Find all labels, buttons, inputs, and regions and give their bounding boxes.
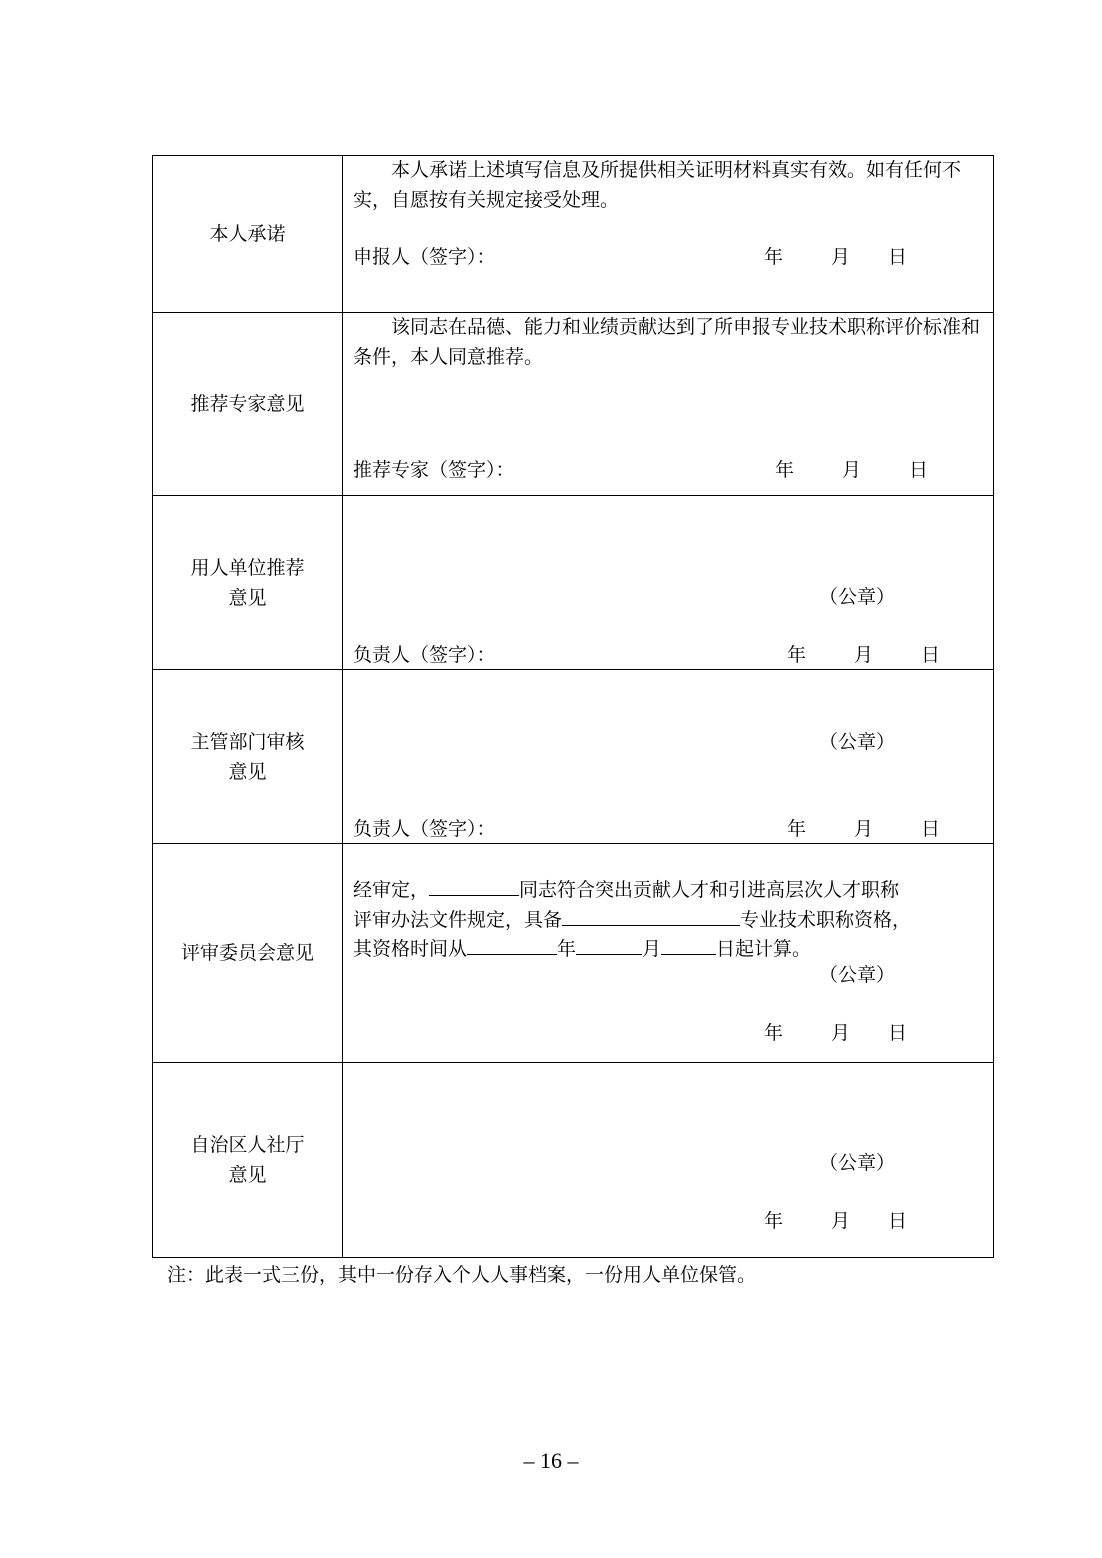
row-hrss: [153, 1063, 994, 1258]
year-blank[interactable]: [467, 932, 557, 955]
appraisal-form-table: [152, 155, 994, 1258]
label-hrss: [153, 1063, 343, 1258]
label-promise: [153, 156, 343, 313]
expert-sign-label: 推荐专家（签字）：: [353, 459, 515, 481]
row-promise: [153, 156, 994, 313]
content-department[interactable]: [343, 670, 994, 844]
date-month: 月: [831, 246, 851, 268]
date-year: 年: [764, 246, 784, 268]
content-committee[interactable]: [343, 844, 994, 1063]
committee-line2-suffix: 专业技术职称资格，: [740, 909, 912, 931]
date-year: 年: [764, 1022, 784, 1044]
date-year: 年: [764, 1210, 784, 1232]
row-employer: [153, 496, 994, 670]
row-department: [153, 670, 994, 844]
date-day: 日: [888, 1210, 908, 1232]
label-employer: [153, 496, 343, 670]
committee-line3-prefix: 其资格时间从: [353, 938, 468, 960]
day-blank[interactable]: [661, 932, 716, 955]
label-hrss-line1: 自治区人社厅: [190, 1134, 305, 1156]
committee-seal: （公章）: [819, 964, 896, 986]
label-hrss-line2: 意见: [228, 1164, 267, 1186]
committee-line3-month: 月: [642, 938, 662, 960]
label-employer-line2: 意见: [228, 586, 267, 609]
label-expert-text: 推荐专家意见: [190, 393, 305, 415]
label-committee-text: 评审委员会意见: [180, 942, 314, 964]
committee-line2: [353, 903, 911, 935]
date-day: 日: [909, 459, 929, 481]
label-department-line1: 主管部门审核: [190, 730, 305, 753]
department-sign-label: 负责人（签字）：: [353, 818, 496, 840]
committee-line1: [353, 873, 899, 905]
title-blank[interactable]: [562, 903, 740, 926]
label-department-line2: 意见: [228, 760, 267, 783]
date-month: 月: [831, 1210, 851, 1232]
label-employer-line1: 用人单位推荐: [190, 556, 305, 579]
date-day: 日: [888, 1022, 908, 1044]
footnote: 注：此表一式三份，其中一份存入个人人事档案，一份用人单位保管。: [167, 1264, 757, 1286]
date-month: 月: [842, 459, 862, 481]
date-month: 月: [831, 1022, 851, 1044]
committee-line3-year: 年: [557, 938, 577, 960]
month-blank[interactable]: [576, 932, 642, 955]
content-employer[interactable]: [343, 496, 994, 670]
committee-line1-prefix: 经审定，: [353, 879, 430, 901]
name-blank[interactable]: [429, 873, 519, 896]
row-expert: [153, 313, 994, 496]
promise-statement: 本人承诺上述填写信息及所提供相关证明材料真实有效。如有任何不实，自愿按有关规定接受处理。: [353, 159, 962, 211]
content-hrss[interactable]: [343, 1063, 994, 1258]
committee-line3-suffix: 日起计算。: [716, 938, 812, 960]
date-day: 日: [921, 644, 941, 666]
label-promise-text: 本人承诺: [209, 223, 286, 245]
expert-statement: 该同志在品德、能力和业绩贡献达到了所申报专业技术职称评价标准和条件，本人同意推荐。: [353, 316, 981, 368]
date-day: 日: [921, 818, 941, 840]
committee-line1-suffix: 同志符合突出贡献人才和引进高层次人才职称: [519, 879, 900, 901]
date-year: 年: [787, 818, 807, 840]
employer-seal: （公章）: [819, 586, 896, 608]
date-day: 日: [888, 246, 908, 268]
content-promise[interactable]: [343, 156, 994, 313]
label-expert: [153, 313, 343, 496]
hrss-seal: （公章）: [819, 1152, 896, 1174]
page-number: – 16 –: [523, 1448, 579, 1473]
department-seal: （公章）: [819, 731, 896, 753]
date-year: 年: [787, 644, 807, 666]
label-committee: [153, 844, 343, 1063]
date-year: 年: [775, 459, 795, 481]
applicant-sign-label: 申报人（签字）：: [353, 246, 496, 268]
date-month: 月: [854, 644, 874, 666]
content-expert[interactable]: [343, 313, 994, 496]
label-department: [153, 670, 343, 844]
committee-line3: [353, 932, 811, 964]
committee-line2-prefix: 评审办法文件规定，具备: [353, 909, 563, 931]
row-committee: [153, 844, 994, 1063]
date-month: 月: [854, 818, 874, 840]
employer-sign-label: 负责人（签字）：: [353, 644, 496, 666]
